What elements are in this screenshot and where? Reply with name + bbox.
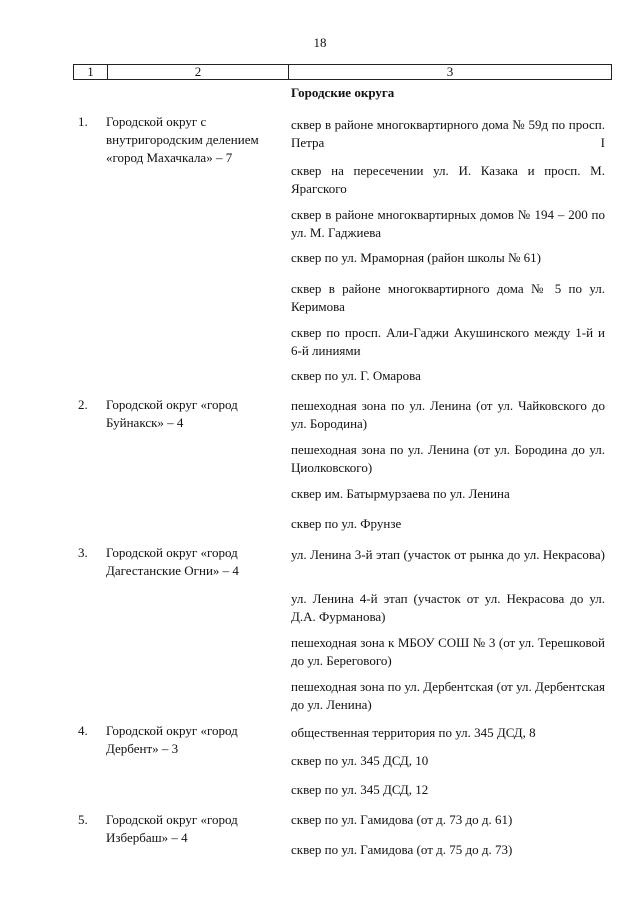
- column-header-1: 1: [74, 65, 108, 80]
- list-item: сквер по ул. Г. Омарова: [291, 368, 421, 383]
- entity-name: Городской округ «город Избербаш» – 4: [106, 812, 238, 845]
- entity-number: 3.: [78, 545, 88, 560]
- entity-number: 4.: [78, 723, 88, 738]
- list-item: сквер в районе многоквартирного дома № 5 по ул. Керимова: [291, 281, 605, 314]
- page-number: 18: [313, 35, 327, 50]
- list-item: сквер по ул. 345 ДСД, 10: [291, 753, 429, 768]
- list-item: сквер в районе многоквартирных домов № 194 – 200 по ул. М. Гаджиева: [291, 207, 605, 240]
- entity-name: Городской округ «город Дагестанские Огни» – 4: [106, 545, 239, 578]
- list-item: сквер в районе многоквартирного дома № 59д по просп. Петра I: [291, 117, 605, 150]
- list-item: пешеходная зона по ул. Ленина (от ул. Чайковского до ул. Бородина): [291, 398, 605, 431]
- entity-number: 2.: [78, 397, 88, 412]
- entity-name: Городской округ «город Дербент» – 3: [106, 723, 238, 756]
- entity-name: Городской округ с внутригородским делением «город Махачкала» – 7: [106, 114, 259, 165]
- list-item: сквер по ул. Гамидова (от д. 75 до д. 73): [291, 842, 513, 857]
- list-item: сквер по ул. 345 ДСД, 12: [291, 782, 429, 797]
- list-item: пешеходная зона по ул. Ленина (от ул. Бородина до ул. Циолковского): [291, 442, 605, 475]
- column-header-2: 2: [108, 65, 289, 80]
- list-item: сквер им. Батырмурзаева по ул. Ленина: [291, 486, 510, 501]
- list-item: сквер на пересечении ул. И. Казака и просп. М. Ярагского: [291, 163, 605, 196]
- list-item: пешеходная зона по ул. Дербентская (от ул. Дербентская до ул. Ленина): [291, 679, 605, 712]
- list-item: ул. Ленина 4-й этап (участок от ул. Некрасова до ул. Д.А. Фурманова): [291, 591, 605, 624]
- section-title: Городские округа: [291, 85, 395, 100]
- list-item: сквер по ул. Гамидова (от д. 73 до д. 61): [291, 812, 513, 827]
- list-item: сквер по ул. Фрунзе: [291, 516, 402, 531]
- entity-name: Городской округ «город Буйнакск» – 4: [106, 397, 238, 430]
- list-item: сквер по ул. Мраморная (район школы № 61): [291, 250, 542, 265]
- list-item: сквер по просп. Али-Гаджи Акушинского между 1-й и 6-й линиями: [291, 325, 605, 358]
- entity-number: 1.: [78, 114, 88, 129]
- column-header-table: [73, 64, 612, 80]
- entity-number: 5.: [78, 812, 88, 827]
- list-item: пешеходная зона к МБОУ СОШ № 3 (от ул. Терешковой до ул. Берегового): [291, 635, 605, 668]
- list-item: общественная территория по ул. 345 ДСД, 8: [291, 725, 536, 740]
- column-header-3: 3: [289, 65, 612, 80]
- list-item: ул. Ленина 3-й этап (участок от рынка до ул. Некрасова): [291, 547, 605, 562]
